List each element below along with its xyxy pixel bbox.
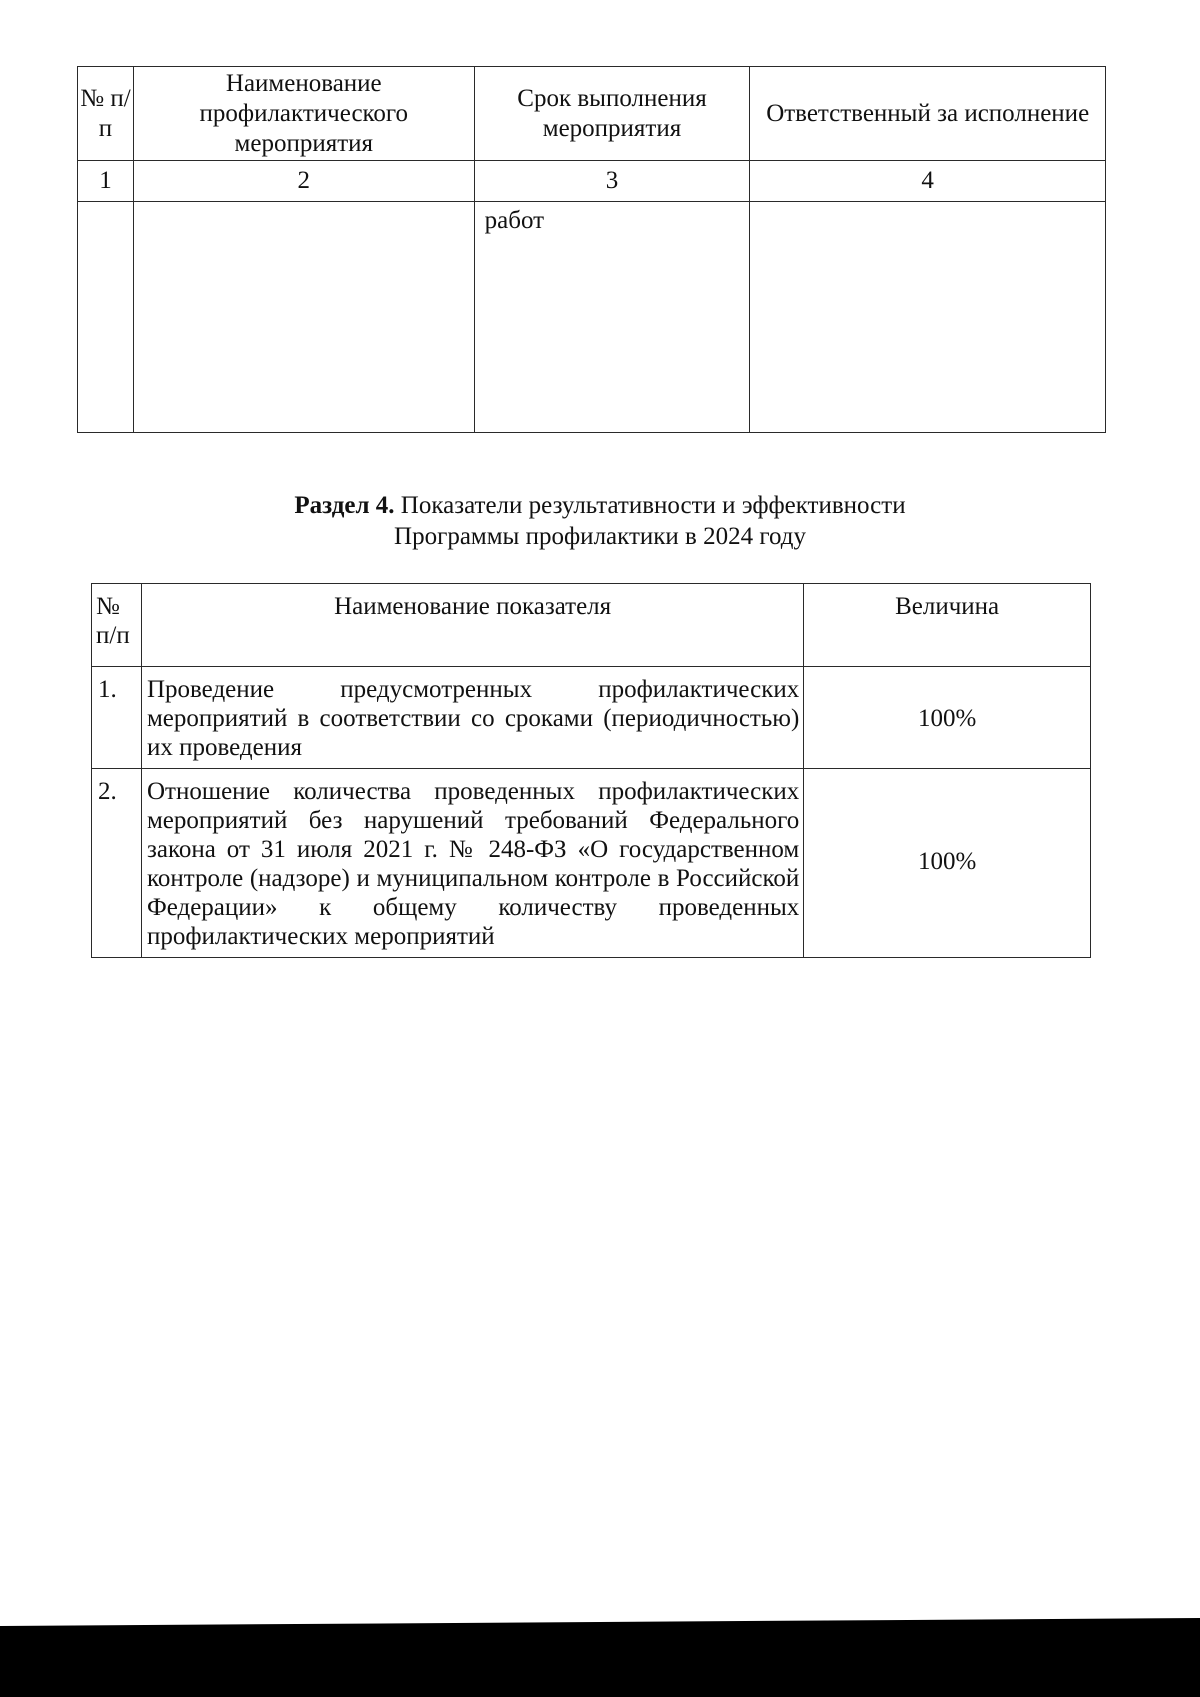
- row-name-cell: [133, 202, 474, 433]
- events-table-continuation: [77, 66, 1106, 433]
- column-number: 4: [750, 161, 1106, 202]
- header-indicator-name: Наименование показателя: [141, 584, 803, 667]
- header-event-name: Наименование профилактического мероприятия: [133, 67, 474, 161]
- scan-dark-edge: [0, 1618, 1200, 1697]
- table-header-row: [78, 67, 1106, 161]
- header-num: № п/п: [92, 584, 142, 667]
- row-num-cell: 1.: [92, 667, 142, 769]
- section-title-text: Показатели результативности и эффективности: [400, 492, 906, 519]
- section-label: Раздел 4.: [294, 492, 395, 519]
- header-value: Величина: [804, 584, 1091, 667]
- row-value-cell: 100%: [804, 667, 1091, 769]
- column-numbers-row: [78, 161, 1106, 202]
- table-row: [78, 202, 1106, 433]
- row-value-cell: 100%: [804, 769, 1091, 958]
- table-row: [92, 667, 1091, 769]
- header-num: № п/ п: [78, 67, 134, 161]
- row-indicator-cell: Проведение предусмотренных профилактических мероприятий в соответствии со сроками (периодичностью) их проведения: [141, 667, 803, 769]
- row-responsible-cell: [750, 202, 1106, 433]
- row-indicator-cell: Отношение количества проведенных профилактических мероприятий без нарушений требований Федерального закона от 31 июля 2021 г. № 248-ФЗ «О государственном контроле (надзоре) и муниципальном контроле в Российской Федерации» к общему количеству проведенных профилактических мероприятий: [141, 769, 803, 958]
- row-num-cell: 2.: [92, 769, 142, 958]
- section-title-line1: [100, 490, 1100, 521]
- header-term: Срок выполнения мероприятия: [474, 67, 750, 161]
- table-header-row: [92, 584, 1091, 667]
- row-term-cell: работ: [474, 202, 750, 433]
- column-number: 2: [133, 161, 474, 202]
- section-heading: [100, 490, 1100, 552]
- column-number: 1: [78, 161, 134, 202]
- indicators-table: [91, 583, 1091, 958]
- row-num-cell: [78, 202, 134, 433]
- table-row: [92, 769, 1091, 958]
- column-number: 3: [474, 161, 750, 202]
- section-title-line2: Программы профилактики в 2024 году: [394, 523, 806, 550]
- header-responsible: Ответственный за исполнение: [750, 67, 1106, 161]
